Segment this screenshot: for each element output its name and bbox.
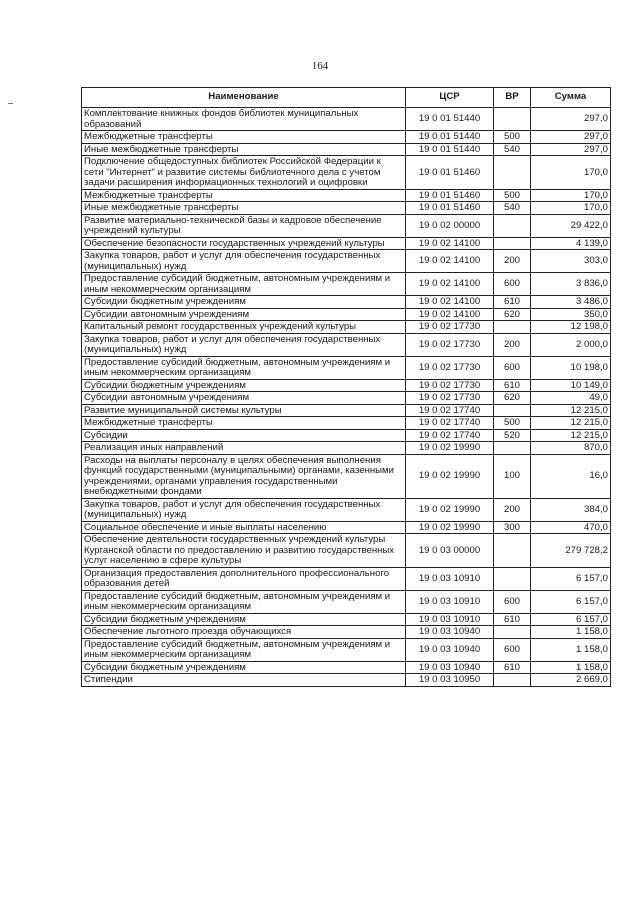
row-name: Стипендии: [82, 674, 406, 687]
row-name: Обеспечение безопасности государственных учреждений культуры: [82, 237, 406, 250]
row-vr: [494, 442, 531, 455]
table-row: [82, 404, 611, 417]
table-row: [82, 379, 611, 392]
table-row: [82, 429, 611, 442]
row-vr: 610: [494, 613, 531, 626]
row-csr: 19 0 02 17730: [406, 321, 494, 334]
row-vr: [494, 108, 531, 131]
row-csr: 19 0 03 10950: [406, 674, 494, 687]
row-sum: 170,0: [531, 189, 611, 202]
row-vr: 100: [494, 454, 531, 498]
row-csr: 19 0 03 10940: [406, 626, 494, 639]
row-csr: 19 0 02 14100: [406, 250, 494, 273]
row-csr: 19 0 02 19990: [406, 454, 494, 498]
row-name: Иные межбюджетные трансферты: [82, 202, 406, 215]
row-sum: 4 139,0: [531, 237, 611, 250]
row-vr: 200: [494, 498, 531, 521]
page-number: 164: [311, 60, 329, 72]
row-csr: 19 0 01 51460: [406, 156, 494, 190]
table-row: [82, 356, 611, 379]
header-sum: Сумма: [531, 88, 611, 108]
row-name: Субсидии автономным учреждениям: [82, 392, 406, 405]
row-csr: 19 0 01 51460: [406, 189, 494, 202]
row-sum: 3 486,0: [531, 296, 611, 309]
table-row: [82, 613, 611, 626]
table-row: [82, 214, 611, 237]
row-vr: [494, 567, 531, 590]
row-sum: 384,0: [531, 498, 611, 521]
row-name: Иные межбюджетные трансферты: [82, 143, 406, 156]
row-name: Субсидии бюджетным учреждениям: [82, 661, 406, 674]
row-name: Предоставление субсидий бюджетным, автономным учреждениям и иным некоммерческим организациям: [82, 356, 406, 379]
row-vr: 500: [494, 131, 531, 144]
table-row: [82, 321, 611, 334]
row-csr: 19 0 02 17730: [406, 333, 494, 356]
row-name: Субсидии автономным учреждениям: [82, 308, 406, 321]
row-sum: 6 157,0: [531, 567, 611, 590]
row-csr: 19 0 02 17740: [406, 404, 494, 417]
row-vr: 610: [494, 661, 531, 674]
row-vr: 200: [494, 333, 531, 356]
row-sum: 1 158,0: [531, 626, 611, 639]
scan-mark: [8, 103, 13, 104]
row-csr: 19 0 03 00000: [406, 534, 494, 568]
row-vr: 610: [494, 379, 531, 392]
row-sum: 12 198,0: [531, 321, 611, 334]
row-sum: 170,0: [531, 202, 611, 215]
row-vr: [494, 156, 531, 190]
row-vr: 610: [494, 296, 531, 309]
row-csr: 19 0 03 10940: [406, 661, 494, 674]
table-row: [82, 521, 611, 534]
row-name: Расходы на выплаты персоналу в целях обеспечения выполнения функций государственными (муниципальными) органами, казенными учреждениями, органами управления государственными внебюджетными фондами: [82, 454, 406, 498]
row-name: Подключение общедоступных библиотек Российской Федерации к сети "Интернет" и развитие системы библиотечного дела с учетом задачи расширения информационных технологий и оцифровки: [82, 156, 406, 190]
row-vr: 620: [494, 308, 531, 321]
row-sum: 3 836,0: [531, 273, 611, 296]
row-csr: 19 0 02 19990: [406, 521, 494, 534]
table-row: [82, 131, 611, 144]
table-row: [82, 567, 611, 590]
row-name: Организация предоставления дополнительного профессионального образования детей: [82, 567, 406, 590]
row-sum: 10 198,0: [531, 356, 611, 379]
row-sum: 49,0: [531, 392, 611, 405]
row-csr: 19 0 02 14100: [406, 296, 494, 309]
table-row: [82, 143, 611, 156]
row-csr: 19 0 02 14100: [406, 237, 494, 250]
table-header-row: [82, 88, 611, 108]
row-csr: 19 0 02 17730: [406, 392, 494, 405]
row-vr: 620: [494, 392, 531, 405]
row-name: Развитие материально-технической базы и кадровое обеспечение учреждений культуры: [82, 214, 406, 237]
row-csr: 19 0 02 19990: [406, 498, 494, 521]
table-row: [82, 661, 611, 674]
table-row: [82, 308, 611, 321]
table-row: [82, 189, 611, 202]
row-name: Предоставление субсидий бюджетным, автономным учреждениям и иным некоммерческим организациям: [82, 273, 406, 296]
row-name: Субсидии бюджетным учреждениям: [82, 296, 406, 309]
row-vr: 300: [494, 521, 531, 534]
row-sum: 1 158,0: [531, 661, 611, 674]
row-csr: 19 0 03 10910: [406, 590, 494, 613]
table-row: [82, 296, 611, 309]
row-csr: 19 0 03 10910: [406, 567, 494, 590]
row-vr: 520: [494, 429, 531, 442]
table-row: [82, 590, 611, 613]
row-sum: 16,0: [531, 454, 611, 498]
row-vr: 600: [494, 638, 531, 661]
table-row: [82, 626, 611, 639]
row-name: Развитие муниципальной системы культуры: [82, 404, 406, 417]
row-csr: 19 0 02 00000: [406, 214, 494, 237]
table-row: [82, 498, 611, 521]
row-csr: 19 0 03 10940: [406, 638, 494, 661]
table-row: [82, 237, 611, 250]
row-sum: 29 422,0: [531, 214, 611, 237]
row-name: Закупка товаров, работ и услуг для обеспечения государственных (муниципальных) нужд: [82, 498, 406, 521]
row-vr: [494, 214, 531, 237]
row-csr: 19 0 02 17740: [406, 429, 494, 442]
table-row: [82, 108, 611, 131]
row-vr: [494, 626, 531, 639]
row-sum: 279 728,2: [531, 534, 611, 568]
row-name: Межбюджетные трансферты: [82, 417, 406, 430]
row-vr: 500: [494, 189, 531, 202]
row-csr: 19 0 01 51440: [406, 143, 494, 156]
row-csr: 19 0 02 17730: [406, 356, 494, 379]
row-vr: 200: [494, 250, 531, 273]
table-row: [82, 534, 611, 568]
row-csr: 19 0 02 14100: [406, 273, 494, 296]
row-sum: 297,0: [531, 143, 611, 156]
row-csr: 19 0 02 19990: [406, 442, 494, 455]
table-row: [82, 442, 611, 455]
row-name: Межбюджетные трансферты: [82, 189, 406, 202]
budget-table: [81, 87, 611, 687]
row-name: Закупка товаров, работ и услуг для обеспечения государственных (муниципальных) нужд: [82, 250, 406, 273]
row-vr: [494, 237, 531, 250]
row-sum: 470,0: [531, 521, 611, 534]
table-body: [82, 108, 611, 687]
table-row: [82, 156, 611, 190]
header-name: Наименование: [82, 88, 406, 108]
header-csr: ЦСР: [406, 88, 494, 108]
row-name: Субсидии бюджетным учреждениям: [82, 613, 406, 626]
row-sum: 2 669,0: [531, 674, 611, 687]
row-vr: [494, 534, 531, 568]
row-vr: 500: [494, 417, 531, 430]
row-sum: 350,0: [531, 308, 611, 321]
row-vr: [494, 404, 531, 417]
row-csr: 19 0 02 14100: [406, 308, 494, 321]
row-name: Реализация иных направлений: [82, 442, 406, 455]
row-csr: 19 0 02 17730: [406, 379, 494, 392]
row-name: Комплектование книжных фондов библиотек муниципальных образований: [82, 108, 406, 131]
row-name: Межбюджетные трансферты: [82, 131, 406, 144]
row-csr: 19 0 01 51440: [406, 131, 494, 144]
row-vr: 600: [494, 273, 531, 296]
row-sum: 303,0: [531, 250, 611, 273]
row-vr: 540: [494, 202, 531, 215]
row-sum: 170,0: [531, 156, 611, 190]
table-row: [82, 674, 611, 687]
row-csr: 19 0 02 17740: [406, 417, 494, 430]
row-sum: 12 215,0: [531, 417, 611, 430]
row-sum: 12 215,0: [531, 404, 611, 417]
row-vr: 600: [494, 356, 531, 379]
row-sum: 1 158,0: [531, 638, 611, 661]
row-csr: 19 0 01 51440: [406, 108, 494, 131]
row-sum: 10 149,0: [531, 379, 611, 392]
row-sum: 870,0: [531, 442, 611, 455]
table-row: [82, 333, 611, 356]
row-vr: [494, 321, 531, 334]
table-row: [82, 273, 611, 296]
table-row: [82, 417, 611, 430]
row-sum: 297,0: [531, 108, 611, 131]
table-row: [82, 250, 611, 273]
row-sum: 12 215,0: [531, 429, 611, 442]
table-row: [82, 454, 611, 498]
table-row: [82, 392, 611, 405]
row-name: Обеспечение льготного проезда обучающихся: [82, 626, 406, 639]
row-name: Обеспечение деятельности государственных учреждений культуры Курганской области по предоставлению и развитию государственных услуг населению в сфере культуры: [82, 534, 406, 568]
row-vr: [494, 674, 531, 687]
row-sum: 297,0: [531, 131, 611, 144]
table-row: [82, 638, 611, 661]
row-name: Капитальный ремонт государственных учреждений культуры: [82, 321, 406, 334]
table-row: [82, 202, 611, 215]
header-vr: ВР: [494, 88, 531, 108]
row-vr: 540: [494, 143, 531, 156]
row-sum: 2 000,0: [531, 333, 611, 356]
row-name: Предоставление субсидий бюджетным, автономным учреждениям и иным некоммерческим организациям: [82, 638, 406, 661]
row-sum: 6 157,0: [531, 590, 611, 613]
row-vr: 600: [494, 590, 531, 613]
row-name: Субсидии бюджетным учреждениям: [82, 379, 406, 392]
row-sum: 6 157,0: [531, 613, 611, 626]
row-name: Закупка товаров, работ и услуг для обеспечения государственных (муниципальных) нужд: [82, 333, 406, 356]
row-name: Социальное обеспечение и иные выплаты населению: [82, 521, 406, 534]
row-name: Предоставление субсидий бюджетным, автономным учреждениям и иным некоммерческим организациям: [82, 590, 406, 613]
row-csr: 19 0 03 10910: [406, 613, 494, 626]
row-name: Субсидии: [82, 429, 406, 442]
row-csr: 19 0 01 51460: [406, 202, 494, 215]
